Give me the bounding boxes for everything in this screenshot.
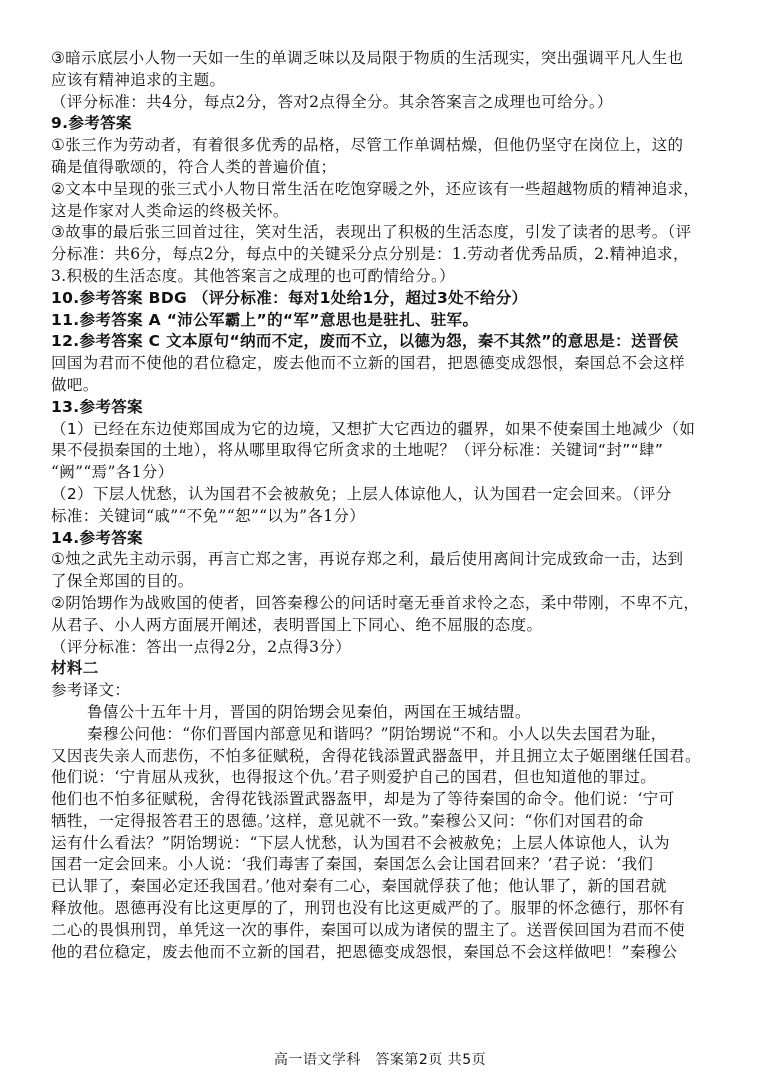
question-heading-10: 10.参考答案 BDG （评分标准：每对1处给1分，超过3处不给分）	[51, 288, 528, 307]
translation-line: 他们说：‘宁肯屈从戎狄，也得报这个仇。’君子则爱护自己的国君，但也知道他的罪过。	[51, 768, 657, 787]
answer-line: ②文本中呈现的张三式小人物日常生活在吃饱穿暖之外，还应该有一些超越物质的精神追求，	[51, 179, 700, 198]
question-heading-12: 12.参考答案 C 文本原句“纳而不定，废而不立，以德为怨，秦不其然”的意思是：送晋侯	[51, 332, 679, 351]
answer-line: 果不侵损秦国的土地），将从哪里取得它所贪求的土地呢？（评分标准：关键词“封”“肆”	[51, 441, 664, 460]
scoring-note: 标准：关键词“戚”“不免”“恕”“以为”各1分）	[51, 506, 366, 525]
scoring-note: （评分标准：共4分，每点2分，答对2点得全分。其余答案言之成理也可给分。）	[51, 92, 613, 111]
translation-line: 已认罪了，秦国必定还我国君。’他对秦有二心，秦国就俘获了他；他认罪了，新的国君就	[51, 877, 667, 896]
question-heading-9: 9.参考答案	[51, 114, 132, 133]
answer-line: 确是值得歌颂的，符合人类的普遍价值；	[51, 157, 337, 176]
translation-line: 释放他。恩德再没有比这更厚的了，刑罚也没有比这更威严的了。服罪的怀念德行，那怀有	[51, 899, 686, 918]
answer-line: ②阴饴甥作为战败国的使者，回答秦穆公的问话时毫无垂首求怜之态，柔中带刚，不卑不亢，	[51, 593, 700, 612]
answer-line: 回国为君而不使他的君位稳定，废去他而不立新的国君，把恩德变成怨恨，秦国总不会这样	[51, 354, 686, 373]
answer-line: （1）已经在东边使郑国成为它的边境，又想扩大它西边的疆界，如果不使秦国土地减少（如	[51, 419, 696, 438]
scoring-note: “阙”“焉”各1分）	[51, 463, 174, 482]
question-heading-11: 11.参考答案 A “沛公军霸上”的“军”意思也是驻扎、驻军。	[51, 310, 479, 329]
question-heading-13: 13.参考答案	[51, 397, 143, 416]
translation-line: 又因丧失亲人而悲伤，不怕多征赋税，舍得花钱添置武器盔甲，并且拥立太子姬圉继任国君。	[51, 746, 701, 765]
translation-line: 二心的畏惧刑罚，单凭这一次的事件，秦国可以成为诸侯的盟主了。送晋侯回国为君而不使	[51, 920, 686, 939]
translation-line: 牺牲，一定得报答君王的恩德。’这样，意见就不一致。”秦穆公又问：“你们对国君的命	[51, 811, 644, 830]
section-heading-material-two: 材料二	[51, 659, 99, 678]
translation-line: 秦穆公问他：“你们晋国内部意见和谐吗？”阴饴甥说“不和。小人以失去国君为耻，	[87, 724, 667, 743]
question-heading-14: 14.参考答案	[51, 528, 143, 547]
answer-line: ③暗示底层小人物一天如一生的单调乏味以及局限于物质的生活现实，突出强调平凡人生也	[51, 49, 684, 67]
answer-line: （2）下层人忧愁，认为国君不会被赦免；上层人体谅他人，认为国君一定会回来。（评分	[51, 484, 672, 503]
scoring-note: （评分标准：答出一点得2分，2点得3分）	[51, 637, 352, 656]
answer-line: 应该有精神追求的主题。	[51, 70, 226, 89]
translation-line: 他们也不怕多征赋税，舍得花钱添置武器盔甲，却是为了等待秦国的命令。他们说：‘宁可	[51, 790, 675, 809]
scoring-note: 分标准：共6分，每点2分，每点中的关键采分点分别是：1.劳动者优秀品质，2.精神追求，	[51, 245, 689, 264]
translation-line: 运有什么看法？”阴饴甥说：“下层人忧愁，认为国君不会被赦免；上层人体谅他人，认为	[51, 833, 670, 852]
answer-line: ①烛之武先主动示弱，再言亡郑之害，再说存郑之利，最后使用离间计完成致命一击，达到	[51, 550, 684, 569]
scoring-note: 3.积极的生活态度。其他答案言之成理的也可酌情给分。）	[51, 266, 455, 285]
answer-line: 从君子、小人两方面展开阐述，表明晋国上下同心、绝不屈服的态度。	[51, 615, 543, 634]
answer-line: ①张三作为劳动者，有着很多优秀的品格，尽管工作单调枯燥，但他仍坚守在岗位上，这的	[51, 136, 684, 155]
translation-label: 参考译文：	[51, 681, 131, 700]
page-footer: 高一语文学科 答案第2页 共5页	[273, 1052, 487, 1068]
answer-line: 做吧。	[51, 375, 99, 394]
translation-line: 他的君位稳定，废去他而不立新的国君，把恩德变成怨恨，秦国总不会这样做吧！”秦穆公	[51, 942, 678, 961]
answer-sheet-page	[51, 48, 713, 963]
translation-line: 国君一定会回来。小人说：‘我们毒害了秦国，秦国怎么会让国君回来？’君子说：‘我们	[51, 855, 654, 874]
translation-line: 鲁僖公十五年十月，晋国的阴饴甥会见秦伯，两国在王城结盟。	[87, 702, 531, 721]
answer-line: 这是作家对人类命运的终极关怀。	[51, 201, 289, 220]
answer-line: 了保全郑国的目的。	[51, 572, 194, 591]
answer-line: ③故事的最后张三回首过往，笑对生活，表现出了积极的生活态度，引发了读者的思考。（评	[51, 223, 692, 242]
